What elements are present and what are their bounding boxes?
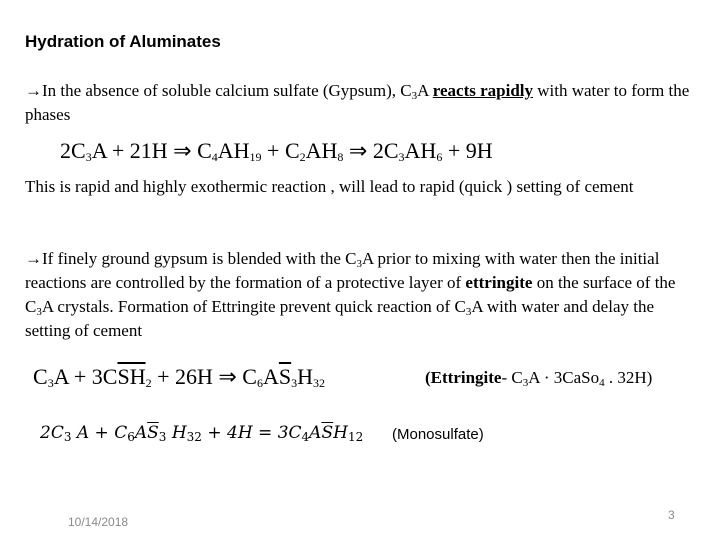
eq-subscript: 6 <box>436 150 443 164</box>
slide-title: Hydration of Aluminates <box>25 32 221 51</box>
footer-date: 10/14/2018 <box>68 515 129 529</box>
page-number: 3 <box>668 508 675 522</box>
eq-term: $\overline{S}$ <box>147 423 159 443</box>
eq-term: + C <box>261 138 300 163</box>
eq-subscript: 3 <box>398 150 405 164</box>
paragraph-absence-of-gypsum <box>25 79 700 127</box>
eq-term: + 26H ⇒ C <box>151 364 257 389</box>
paragraph-gypsum-blended <box>25 247 700 343</box>
eq-subscript: 6 <box>127 430 135 444</box>
eq-subscript: 32 <box>313 376 326 390</box>
text: A crystals. Formation of Ettringite prevent quick reaction of C <box>41 297 466 316</box>
note-subscript: 3 <box>522 377 529 389</box>
note-subscript: 4 <box>599 377 605 389</box>
text: A with water and delay the setting of cement <box>25 297 655 340</box>
eq-subscript: 8 <box>337 150 344 164</box>
subscript: 3 <box>465 306 472 318</box>
text: A prior to mixing with water then the initial reactions are controlled by the formation of a protective layer of <box>25 249 660 292</box>
emphasis-reacts-rapidly: reacts rapidly <box>432 81 534 100</box>
eq-term: + 9H <box>442 138 493 163</box>
emphasis-ettringite: ettringite <box>465 273 533 292</box>
eq-term: H <box>333 423 348 443</box>
equation-c3a-hydration <box>60 138 493 164</box>
eq-subscript: 3 <box>63 430 72 444</box>
eq-term: AH <box>217 138 250 163</box>
eq-term: A <box>134 423 148 443</box>
eq-term: 2C <box>60 138 86 163</box>
eq-term: $\overline{SH}$ <box>117 364 146 389</box>
eq-term: AH <box>305 138 338 163</box>
eq-subscript: 3 <box>291 376 298 390</box>
eq-subscript: 3 <box>158 430 167 444</box>
eq-subscript: 12 <box>347 430 364 444</box>
equation-monosulfate-formation <box>40 423 363 443</box>
eq-subscript: 32 <box>186 430 202 444</box>
eq-term: AH <box>404 138 437 163</box>
ettringite-formula-note <box>425 368 652 388</box>
note-text: - C <box>501 368 523 387</box>
eq-subscript: 2 <box>145 376 152 390</box>
text: If finely ground gypsum is blended with the C <box>42 249 357 268</box>
eq-term: A <box>262 364 279 389</box>
text: A <box>417 81 433 100</box>
arrow-icon: → <box>25 81 42 100</box>
eq-term: A + 3C <box>53 364 118 389</box>
eq-term: ⇒ 2C <box>343 138 399 163</box>
eq-term: 2C <box>40 423 64 443</box>
text: on the surface of the C <box>25 273 676 316</box>
paragraph-exothermic: This is rapid and highly exothermic reaction , will lead to rapid (quick ) setting of cement <box>25 177 634 196</box>
note-text: A · 3CaSo <box>528 368 600 387</box>
eq-subscript: 3 <box>85 150 92 164</box>
eq-term: A <box>309 423 322 443</box>
note-label: (Ettringite <box>425 368 502 387</box>
eq-term: $\overline{S}$ <box>278 364 292 389</box>
eq-subscript: 6 <box>256 376 263 390</box>
note-text: . 32H) <box>604 368 653 387</box>
eq-subscript: 19 <box>249 150 262 164</box>
subscript: 3 <box>36 306 42 318</box>
subscript: 3 <box>356 258 362 270</box>
eq-subscript: 4 <box>211 150 218 164</box>
eq-term: H <box>297 364 314 389</box>
text: with water to form the phases <box>25 81 690 124</box>
eq-subscript: 3 <box>47 376 54 390</box>
eq-subscript: 2 <box>299 150 306 164</box>
monosulfate-label: (Monosulfate) <box>392 426 484 443</box>
arrow-icon: → <box>25 249 42 268</box>
eq-term: A + C <box>71 423 128 443</box>
subscript: 3 <box>411 90 418 102</box>
eq-term: $\overline{S}$ <box>321 423 334 443</box>
eq-term: C <box>33 364 48 389</box>
eq-term: + 4H = 3C <box>201 423 302 443</box>
equation-ettringite-formation <box>33 364 325 390</box>
eq-term: H <box>166 423 187 443</box>
text: In the absence of soluble calcium sulfate (Gypsum), C <box>42 81 412 100</box>
eq-subscript: 4 <box>301 430 310 444</box>
eq-term: A + 21H ⇒ C <box>91 138 212 163</box>
